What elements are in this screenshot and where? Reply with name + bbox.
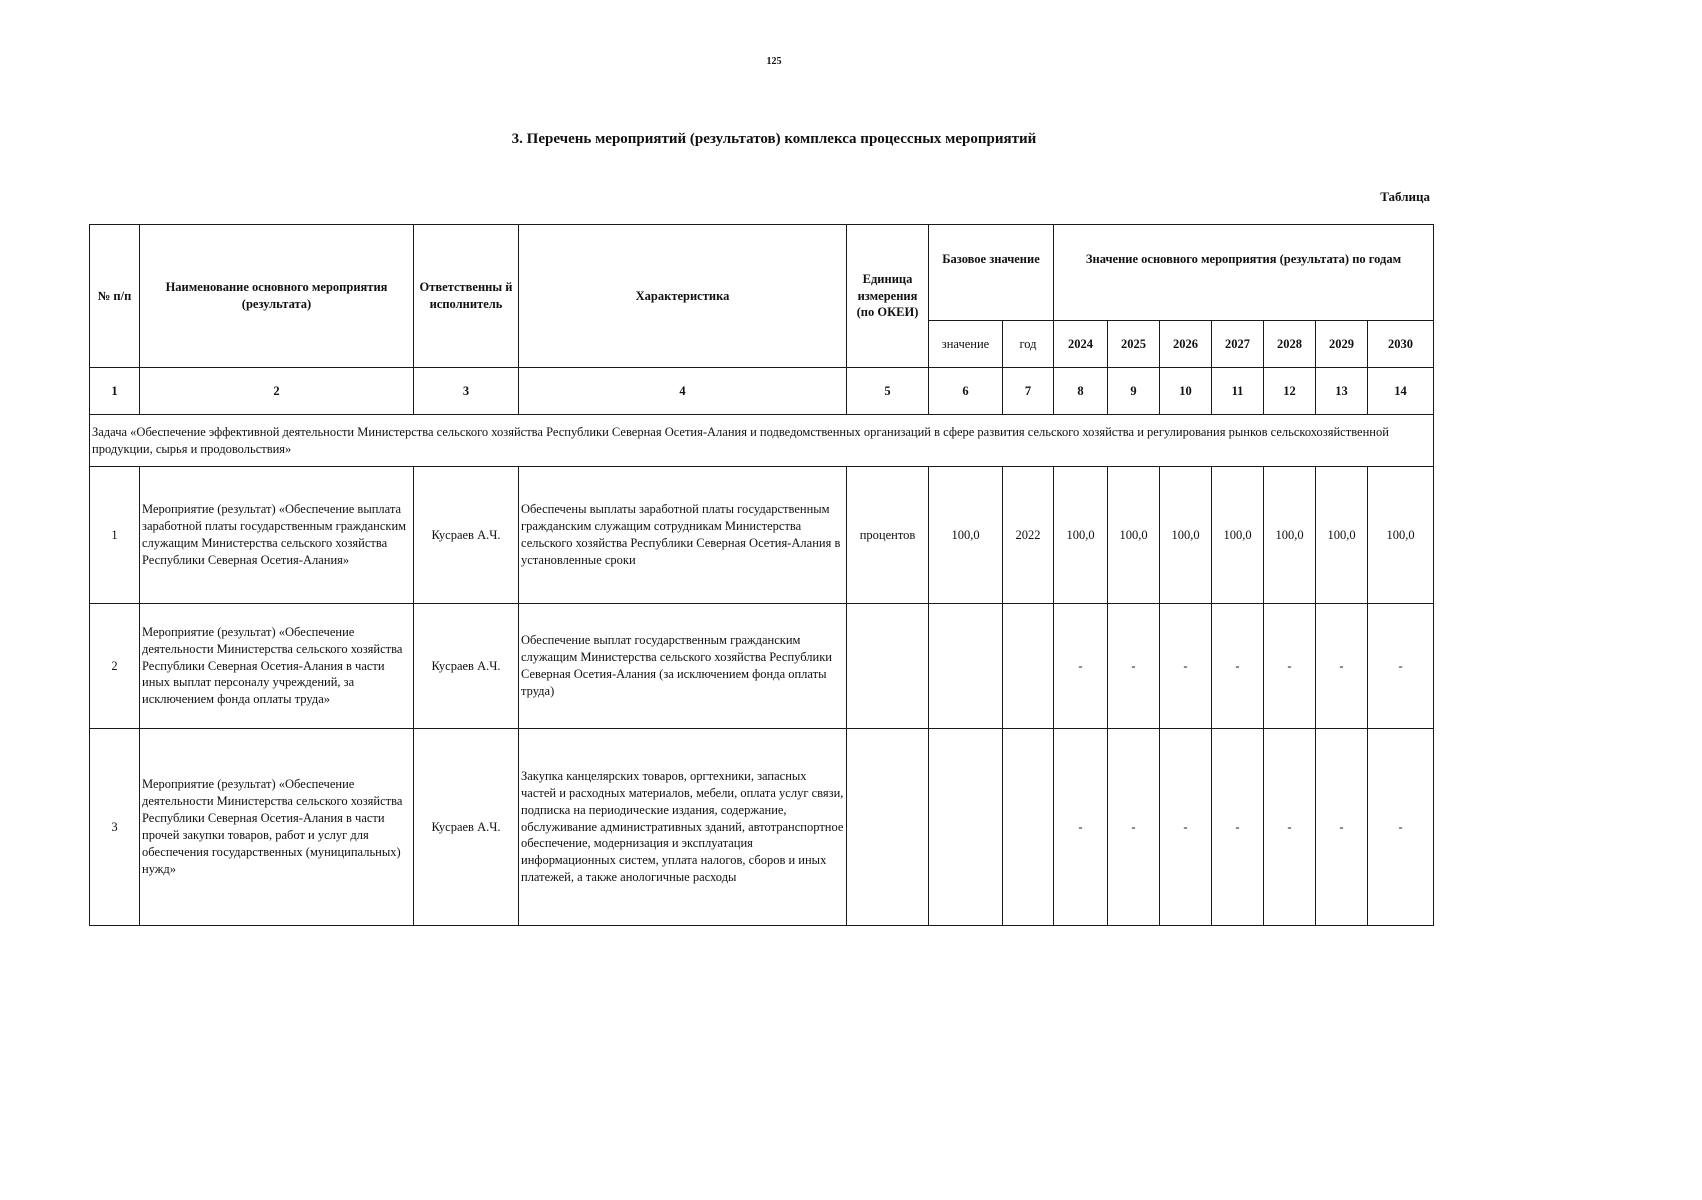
header-base: Базовое значение xyxy=(929,225,1054,321)
header-year: 2024 xyxy=(1054,321,1108,368)
row-num: 2 xyxy=(90,604,140,729)
row-name: Мероприятие (результат) «Обеспечение деятельности Министерства сельского хозяйства Республики Северная Осетия-Алания в части иных выплат персоналу учреждений, за исключением фонда оплаты труда» xyxy=(140,604,414,729)
row-value-2026: - xyxy=(1160,604,1212,729)
column-number-row xyxy=(90,368,1434,415)
row-value-2026: - xyxy=(1160,729,1212,926)
row-base-value xyxy=(929,729,1003,926)
header-year: 2025 xyxy=(1108,321,1160,368)
row-value-2027: - xyxy=(1212,604,1264,729)
row-value-2029: - xyxy=(1316,604,1368,729)
document-title: 3. Перечень мероприятий (результатов) комплекса процессных мероприятий xyxy=(511,131,1037,147)
row-base-year xyxy=(1003,604,1054,729)
row-responsible: Кусраев А.Ч. xyxy=(414,729,519,926)
header-year: 2028 xyxy=(1264,321,1316,368)
row-unit xyxy=(847,729,929,926)
column-number: 1 xyxy=(90,368,140,415)
row-base-value: 100,0 xyxy=(929,467,1003,604)
header-row xyxy=(90,225,1434,321)
row-base-year xyxy=(1003,729,1054,926)
header-year: 2027 xyxy=(1212,321,1264,368)
row-value-2029: - xyxy=(1316,729,1368,926)
table-label: Таблица xyxy=(1380,189,1430,204)
row-value-2025: - xyxy=(1108,604,1160,729)
column-number: 4 xyxy=(519,368,847,415)
row-value-2028: - xyxy=(1264,729,1316,926)
task-row xyxy=(90,415,1434,467)
column-number: 13 xyxy=(1316,368,1368,415)
row-base-value xyxy=(929,604,1003,729)
row-value-2025: 100,0 xyxy=(1108,467,1160,604)
header-year: 2030 xyxy=(1368,321,1434,368)
task-description: Задача «Обеспечение эффективной деятельности Министерства сельского хозяйства Республики Северная Осетия-Алания и подведомственных организаций в сфере развития сельского хозяйства и регулирования рынков сельскохозяйственной продукции, сырья и продовольствия» xyxy=(90,415,1434,467)
row-value-2024: - xyxy=(1054,729,1108,926)
row-value-2025: - xyxy=(1108,729,1160,926)
row-num: 1 xyxy=(90,467,140,604)
column-number: 11 xyxy=(1212,368,1264,415)
row-value-2024: 100,0 xyxy=(1054,467,1108,604)
row-value-2030: - xyxy=(1368,604,1434,729)
row-unit: процентов xyxy=(847,467,929,604)
header-base-value: значение xyxy=(929,321,1003,368)
table-row xyxy=(90,467,1434,604)
row-unit xyxy=(847,604,929,729)
header-responsible: Ответственны й исполнитель xyxy=(414,225,519,368)
header-num: № п/п xyxy=(90,225,140,368)
header-name: Наименование основного мероприятия (результата) xyxy=(140,225,414,368)
row-value-2028: 100,0 xyxy=(1264,467,1316,604)
table-row xyxy=(90,729,1434,926)
row-responsible: Кусраев А.Ч. xyxy=(414,604,519,729)
page-number: 125 xyxy=(766,56,782,67)
column-number: 9 xyxy=(1108,368,1160,415)
row-characteristic: Обеспечение выплат государственным гражданским служащим Министерства сельского хозяйства Республики Северная Осетия-Алания (за исключением фонда оплаты труда) xyxy=(519,604,847,729)
table-row xyxy=(90,604,1434,729)
header-characteristic: Характеристика xyxy=(519,225,847,368)
row-name: Мероприятие (результат) «Обеспечение выплата заработной платы государственным гражданским служащим Министерства сельского хозяйства Республики Северная Осетия-Алания» xyxy=(140,467,414,604)
row-responsible: Кусраев А.Ч. xyxy=(414,467,519,604)
header-year: 2029 xyxy=(1316,321,1368,368)
row-value-2029: 100,0 xyxy=(1316,467,1368,604)
column-number: 10 xyxy=(1160,368,1212,415)
column-number: 7 xyxy=(1003,368,1054,415)
row-value-2027: - xyxy=(1212,729,1264,926)
row-characteristic: Обеспечены выплаты заработной платы государственным гражданским служащим сотрудникам Министерства сельского хозяйства Республики Северная Осетия-Алания в установленные сроки xyxy=(519,467,847,604)
header-base-year: год xyxy=(1003,321,1054,368)
column-number: 3 xyxy=(414,368,519,415)
header-year: 2026 xyxy=(1160,321,1212,368)
column-number: 12 xyxy=(1264,368,1316,415)
column-number: 2 xyxy=(140,368,414,415)
column-number: 5 xyxy=(847,368,929,415)
row-value-2028: - xyxy=(1264,604,1316,729)
row-value-2030: 100,0 xyxy=(1368,467,1434,604)
row-value-2026: 100,0 xyxy=(1160,467,1212,604)
row-value-2027: 100,0 xyxy=(1212,467,1264,604)
header-unit: Единица измерения (по ОКЕИ) xyxy=(847,225,929,368)
column-number: 8 xyxy=(1054,368,1108,415)
row-value-2024: - xyxy=(1054,604,1108,729)
column-number: 14 xyxy=(1368,368,1434,415)
activities-table xyxy=(89,224,1434,926)
column-number: 6 xyxy=(929,368,1003,415)
row-num: 3 xyxy=(90,729,140,926)
row-characteristic: Закупка канцелярских товаров, оргтехники, запасных частей и расходных материалов, мебели, оплата услуг связи, подписка на периодические издания, содержание, обслуживание административных зданий, автотранспортное обеспечение, модернизация и эксплуатация информационных систем, уплата налогов, сборов и иных платежей, а также анологичные расходы xyxy=(519,729,847,926)
row-value-2030: - xyxy=(1368,729,1434,926)
row-base-year: 2022 xyxy=(1003,467,1054,604)
row-name: Мероприятие (результат) «Обеспечение деятельности Министерства сельского хозяйства Республики Северная Осетия-Алания в части прочей закупки товаров, работ и услуг для обеспечения государственных (муниципальных) нужд» xyxy=(140,729,414,926)
header-years: Значение основного мероприятия (результата) по годам xyxy=(1054,225,1434,321)
